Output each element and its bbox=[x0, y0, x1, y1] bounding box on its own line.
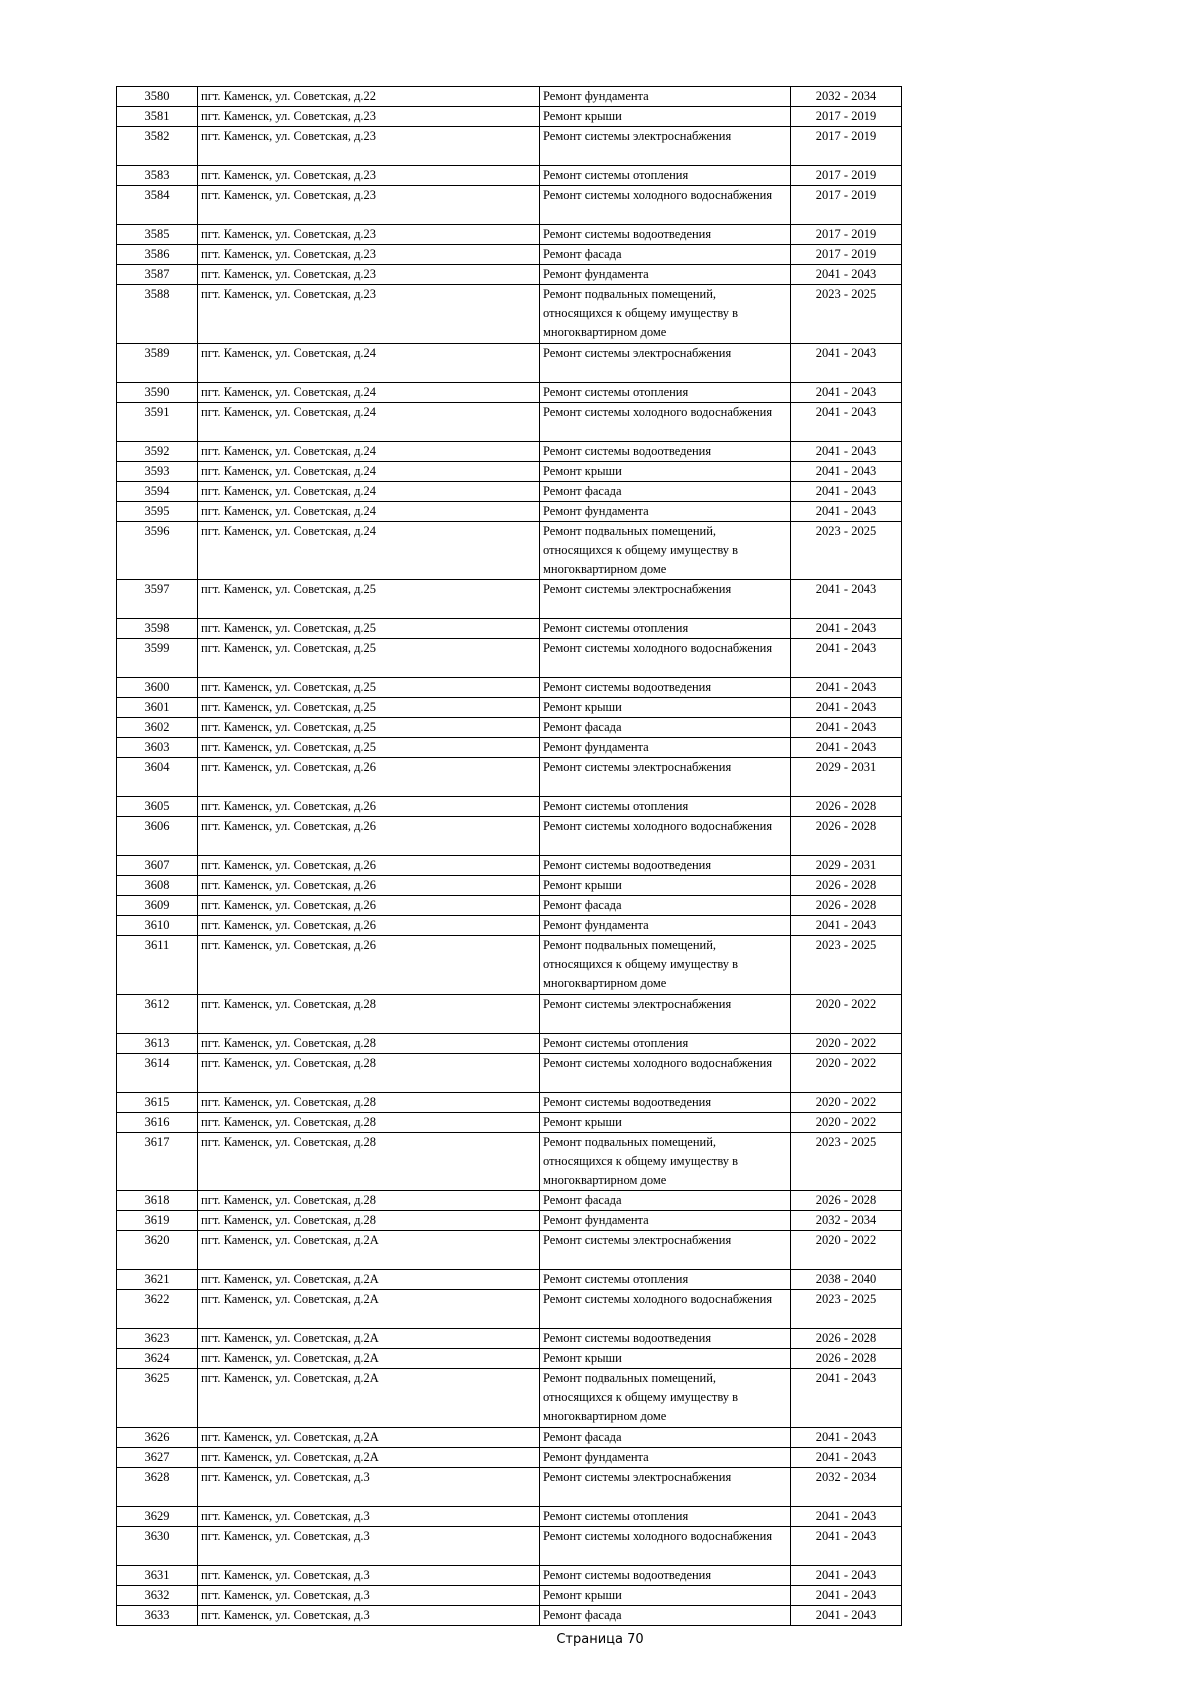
period-cell: 2041 - 2043 bbox=[791, 1427, 902, 1447]
address-cell: пгт. Каменск, ул. Советская, д.24 bbox=[198, 521, 540, 580]
address-cell: пгт. Каменск, ул. Советская, д.3 bbox=[198, 1506, 540, 1526]
work-type-cell: Ремонт фундамента bbox=[540, 1447, 791, 1467]
period-cell: 2017 - 2019 bbox=[791, 107, 902, 127]
table-row bbox=[117, 1349, 902, 1369]
table-row bbox=[117, 402, 902, 441]
work-type-cell: Ремонт системы водоотведения bbox=[540, 856, 791, 876]
table-row bbox=[117, 718, 902, 738]
period-cell: 2023 - 2025 bbox=[791, 285, 902, 344]
work-type-cell: Ремонт подвальных помещений, относящихся к общему имуществу в многоквартирном доме bbox=[540, 1369, 791, 1428]
period-cell: 2026 - 2028 bbox=[791, 1349, 902, 1369]
work-type-cell: Ремонт системы отопления bbox=[540, 619, 791, 639]
row-number-cell: 3613 bbox=[117, 1033, 198, 1053]
work-type-cell: Ремонт системы холодного водоснабжения bbox=[540, 402, 791, 441]
row-number-cell: 3625 bbox=[117, 1369, 198, 1428]
row-number-cell: 3588 bbox=[117, 285, 198, 344]
period-cell: 2017 - 2019 bbox=[791, 166, 902, 186]
work-type-cell: Ремонт системы электроснабжения bbox=[540, 1467, 791, 1506]
table-row bbox=[117, 619, 902, 639]
period-cell: 2041 - 2043 bbox=[791, 619, 902, 639]
row-number-cell: 3600 bbox=[117, 678, 198, 698]
row-number-cell: 3622 bbox=[117, 1290, 198, 1329]
row-number-cell: 3595 bbox=[117, 501, 198, 521]
row-number-cell: 3598 bbox=[117, 619, 198, 639]
period-cell: 2032 - 2034 bbox=[791, 1211, 902, 1231]
table-row bbox=[117, 1506, 902, 1526]
work-type-cell: Ремонт системы электроснабжения bbox=[540, 343, 791, 382]
table-row bbox=[117, 994, 902, 1033]
address-cell: пгт. Каменск, ул. Советская, д.26 bbox=[198, 817, 540, 856]
period-cell: 2020 - 2022 bbox=[791, 1053, 902, 1092]
work-type-cell: Ремонт системы холодного водоснабжения bbox=[540, 639, 791, 678]
table-row bbox=[117, 265, 902, 285]
table-row bbox=[117, 1605, 902, 1625]
address-cell: пгт. Каменск, ул. Советская, д.28 bbox=[198, 1191, 540, 1211]
period-cell: 2017 - 2019 bbox=[791, 245, 902, 265]
period-cell: 2041 - 2043 bbox=[791, 1585, 902, 1605]
work-type-cell: Ремонт фундамента bbox=[540, 501, 791, 521]
row-number-cell: 3627 bbox=[117, 1447, 198, 1467]
work-type-cell: Ремонт системы водоотведения bbox=[540, 441, 791, 461]
table-row bbox=[117, 1290, 902, 1329]
address-cell: пгт. Каменск, ул. Советская, д.25 bbox=[198, 580, 540, 619]
period-cell: 2041 - 2043 bbox=[791, 461, 902, 481]
row-number-cell: 3616 bbox=[117, 1112, 198, 1132]
period-cell: 2041 - 2043 bbox=[791, 481, 902, 501]
period-cell: 2023 - 2025 bbox=[791, 521, 902, 580]
work-type-cell: Ремонт фасада bbox=[540, 896, 791, 916]
table-row bbox=[117, 127, 902, 166]
table-row bbox=[117, 856, 902, 876]
table-row bbox=[117, 1447, 902, 1467]
address-cell: пгт. Каменск, ул. Советская, д.2А bbox=[198, 1447, 540, 1467]
period-cell: 2041 - 2043 bbox=[791, 580, 902, 619]
period-cell: 2026 - 2028 bbox=[791, 876, 902, 896]
address-cell: пгт. Каменск, ул. Советская, д.3 bbox=[198, 1565, 540, 1585]
table-row bbox=[117, 1211, 902, 1231]
address-cell: пгт. Каменск, ул. Советская, д.24 bbox=[198, 461, 540, 481]
row-number-cell: 3624 bbox=[117, 1349, 198, 1369]
row-number-cell: 3606 bbox=[117, 817, 198, 856]
address-cell: пгт. Каменск, ул. Советская, д.24 bbox=[198, 481, 540, 501]
row-number-cell: 3629 bbox=[117, 1506, 198, 1526]
period-cell: 2023 - 2025 bbox=[791, 1132, 902, 1191]
table-row bbox=[117, 896, 902, 916]
row-number-cell: 3621 bbox=[117, 1270, 198, 1290]
work-type-cell: Ремонт подвальных помещений, относящихся к общему имуществу в многоквартирном доме bbox=[540, 1132, 791, 1191]
work-type-cell: Ремонт крыши bbox=[540, 1349, 791, 1369]
address-cell: пгт. Каменск, ул. Советская, д.2А bbox=[198, 1329, 540, 1349]
work-type-cell: Ремонт крыши bbox=[540, 1585, 791, 1605]
period-cell: 2041 - 2043 bbox=[791, 402, 902, 441]
period-cell: 2026 - 2028 bbox=[791, 817, 902, 856]
period-cell: 2023 - 2025 bbox=[791, 936, 902, 995]
row-number-cell: 3605 bbox=[117, 797, 198, 817]
page-number: Страница 70 bbox=[556, 1632, 644, 1647]
work-type-cell: Ремонт подвальных помещений, относящихся к общему имуществу в многоквартирном доме bbox=[540, 936, 791, 995]
address-cell: пгт. Каменск, ул. Советская, д.28 bbox=[198, 994, 540, 1033]
work-type-cell: Ремонт подвальных помещений, относящихся к общему имуществу в многоквартирном доме bbox=[540, 521, 791, 580]
table-row bbox=[117, 441, 902, 461]
address-cell: пгт. Каменск, ул. Советская, д.24 bbox=[198, 382, 540, 402]
work-type-cell: Ремонт фундамента bbox=[540, 265, 791, 285]
work-type-cell: Ремонт системы холодного водоснабжения bbox=[540, 1526, 791, 1565]
row-number-cell: 3626 bbox=[117, 1427, 198, 1447]
period-cell: 2038 - 2040 bbox=[791, 1270, 902, 1290]
row-number-cell: 3580 bbox=[117, 87, 198, 107]
row-number-cell: 3619 bbox=[117, 1211, 198, 1231]
table-row bbox=[117, 817, 902, 856]
table-row bbox=[117, 639, 902, 678]
table-row bbox=[117, 501, 902, 521]
work-type-cell: Ремонт системы отопления bbox=[540, 1033, 791, 1053]
address-cell: пгт. Каменск, ул. Советская, д.25 bbox=[198, 718, 540, 738]
work-type-cell: Ремонт системы холодного водоснабжения bbox=[540, 186, 791, 225]
address-cell: пгт. Каменск, ул. Советская, д.2А bbox=[198, 1231, 540, 1270]
row-number-cell: 3589 bbox=[117, 343, 198, 382]
period-cell: 2017 - 2019 bbox=[791, 186, 902, 225]
address-cell: пгт. Каменск, ул. Советская, д.26 bbox=[198, 936, 540, 995]
row-number-cell: 3597 bbox=[117, 580, 198, 619]
work-type-cell: Ремонт крыши bbox=[540, 698, 791, 718]
table-row bbox=[117, 186, 902, 225]
row-number-cell: 3601 bbox=[117, 698, 198, 718]
address-cell: пгт. Каменск, ул. Советская, д.28 bbox=[198, 1092, 540, 1112]
work-type-cell: Ремонт системы электроснабжения bbox=[540, 758, 791, 797]
period-cell: 2020 - 2022 bbox=[791, 1033, 902, 1053]
work-type-cell: Ремонт фасада bbox=[540, 1427, 791, 1447]
row-number-cell: 3593 bbox=[117, 461, 198, 481]
table-row bbox=[117, 580, 902, 619]
work-type-cell: Ремонт системы электроснабжения bbox=[540, 1231, 791, 1270]
period-cell: 2020 - 2022 bbox=[791, 994, 902, 1033]
work-type-cell: Ремонт крыши bbox=[540, 1112, 791, 1132]
work-type-cell: Ремонт системы отопления bbox=[540, 1506, 791, 1526]
address-cell: пгт. Каменск, ул. Советская, д.28 bbox=[198, 1112, 540, 1132]
table-row bbox=[117, 876, 902, 896]
period-cell: 2041 - 2043 bbox=[791, 343, 902, 382]
period-cell: 2041 - 2043 bbox=[791, 1447, 902, 1467]
work-type-cell: Ремонт системы холодного водоснабжения bbox=[540, 817, 791, 856]
address-cell: пгт. Каменск, ул. Советская, д.24 bbox=[198, 501, 540, 521]
period-cell: 2026 - 2028 bbox=[791, 896, 902, 916]
row-number-cell: 3633 bbox=[117, 1605, 198, 1625]
work-type-cell: Ремонт системы отопления bbox=[540, 1270, 791, 1290]
table-row bbox=[117, 1092, 902, 1112]
period-cell: 2026 - 2028 bbox=[791, 797, 902, 817]
row-number-cell: 3596 bbox=[117, 521, 198, 580]
table-row bbox=[117, 521, 902, 580]
row-number-cell: 3607 bbox=[117, 856, 198, 876]
row-number-cell: 3609 bbox=[117, 896, 198, 916]
table-row bbox=[117, 461, 902, 481]
address-cell: пгт. Каменск, ул. Советская, д.25 bbox=[198, 619, 540, 639]
address-cell: пгт. Каменск, ул. Советская, д.23 bbox=[198, 245, 540, 265]
row-number-cell: 3611 bbox=[117, 936, 198, 995]
row-number-cell: 3610 bbox=[117, 916, 198, 936]
address-cell: пгт. Каменск, ул. Советская, д.25 bbox=[198, 639, 540, 678]
work-type-cell: Ремонт фасада bbox=[540, 718, 791, 738]
table-row bbox=[117, 343, 902, 382]
address-cell: пгт. Каменск, ул. Советская, д.28 bbox=[198, 1053, 540, 1092]
address-cell: пгт. Каменск, ул. Советская, д.26 bbox=[198, 856, 540, 876]
work-type-cell: Ремонт системы отопления bbox=[540, 382, 791, 402]
row-number-cell: 3623 bbox=[117, 1329, 198, 1349]
repair-schedule-body bbox=[117, 87, 902, 1626]
address-cell: пгт. Каменск, ул. Советская, д.26 bbox=[198, 916, 540, 936]
work-type-cell: Ремонт системы холодного водоснабжения bbox=[540, 1290, 791, 1329]
work-type-cell: Ремонт системы холодного водоснабжения bbox=[540, 1053, 791, 1092]
period-cell: 2017 - 2019 bbox=[791, 127, 902, 166]
row-number-cell: 3630 bbox=[117, 1526, 198, 1565]
period-cell: 2041 - 2043 bbox=[791, 441, 902, 461]
period-cell: 2023 - 2025 bbox=[791, 1290, 902, 1329]
period-cell: 2041 - 2043 bbox=[791, 718, 902, 738]
row-number-cell: 3586 bbox=[117, 245, 198, 265]
period-cell: 2029 - 2031 bbox=[791, 856, 902, 876]
period-cell: 2041 - 2043 bbox=[791, 678, 902, 698]
table-row bbox=[117, 916, 902, 936]
row-number-cell: 3604 bbox=[117, 758, 198, 797]
table-row bbox=[117, 166, 902, 186]
period-cell: 2041 - 2043 bbox=[791, 501, 902, 521]
table-row bbox=[117, 1191, 902, 1211]
row-number-cell: 3614 bbox=[117, 1053, 198, 1092]
work-type-cell: Ремонт фундамента bbox=[540, 738, 791, 758]
period-cell: 2041 - 2043 bbox=[791, 1506, 902, 1526]
period-cell: 2041 - 2043 bbox=[791, 1565, 902, 1585]
table-row bbox=[117, 758, 902, 797]
table-row bbox=[117, 1526, 902, 1565]
row-number-cell: 3591 bbox=[117, 402, 198, 441]
address-cell: пгт. Каменск, ул. Советская, д.3 bbox=[198, 1526, 540, 1565]
address-cell: пгт. Каменск, ул. Советская, д.26 bbox=[198, 797, 540, 817]
period-cell: 2041 - 2043 bbox=[791, 698, 902, 718]
work-type-cell: Ремонт системы водоотведения bbox=[540, 1565, 791, 1585]
address-cell: пгт. Каменск, ул. Советская, д.26 bbox=[198, 876, 540, 896]
address-cell: пгт. Каменск, ул. Советская, д.3 bbox=[198, 1585, 540, 1605]
address-cell: пгт. Каменск, ул. Советская, д.28 bbox=[198, 1033, 540, 1053]
address-cell: пгт. Каменск, ул. Советская, д.22 bbox=[198, 87, 540, 107]
address-cell: пгт. Каменск, ул. Советская, д.3 bbox=[198, 1605, 540, 1625]
row-number-cell: 3615 bbox=[117, 1092, 198, 1112]
table-row bbox=[117, 797, 902, 817]
row-number-cell: 3583 bbox=[117, 166, 198, 186]
period-cell: 2041 - 2043 bbox=[791, 639, 902, 678]
period-cell: 2041 - 2043 bbox=[791, 382, 902, 402]
table-row bbox=[117, 678, 902, 698]
table-row bbox=[117, 107, 902, 127]
row-number-cell: 3581 bbox=[117, 107, 198, 127]
address-cell: пгт. Каменск, ул. Советская, д.24 bbox=[198, 441, 540, 461]
row-number-cell: 3587 bbox=[117, 265, 198, 285]
work-type-cell: Ремонт фасада bbox=[540, 481, 791, 501]
work-type-cell: Ремонт системы водоотведения bbox=[540, 225, 791, 245]
address-cell: пгт. Каменск, ул. Советская, д.23 bbox=[198, 225, 540, 245]
work-type-cell: Ремонт фасада bbox=[540, 245, 791, 265]
row-number-cell: 3632 bbox=[117, 1585, 198, 1605]
address-cell: пгт. Каменск, ул. Советская, д.23 bbox=[198, 107, 540, 127]
period-cell: 2041 - 2043 bbox=[791, 1369, 902, 1428]
work-type-cell: Ремонт системы электроснабжения bbox=[540, 994, 791, 1033]
period-cell: 2041 - 2043 bbox=[791, 1526, 902, 1565]
address-cell: пгт. Каменск, ул. Советская, д.23 bbox=[198, 285, 540, 344]
work-type-cell: Ремонт фундамента bbox=[540, 1211, 791, 1231]
table-row bbox=[117, 1369, 902, 1428]
table-row bbox=[117, 285, 902, 344]
period-cell: 2032 - 2034 bbox=[791, 1467, 902, 1506]
work-type-cell: Ремонт системы электроснабжения bbox=[540, 127, 791, 166]
period-cell: 2041 - 2043 bbox=[791, 265, 902, 285]
period-cell: 2026 - 2028 bbox=[791, 1329, 902, 1349]
row-number-cell: 3612 bbox=[117, 994, 198, 1033]
row-number-cell: 3585 bbox=[117, 225, 198, 245]
period-cell: 2032 - 2034 bbox=[791, 87, 902, 107]
address-cell: пгт. Каменск, ул. Советская, д.26 bbox=[198, 896, 540, 916]
address-cell: пгт. Каменск, ул. Советская, д.28 bbox=[198, 1211, 540, 1231]
address-cell: пгт. Каменск, ул. Советская, д.2А bbox=[198, 1270, 540, 1290]
row-number-cell: 3603 bbox=[117, 738, 198, 758]
work-type-cell: Ремонт системы электроснабжения bbox=[540, 580, 791, 619]
row-number-cell: 3602 bbox=[117, 718, 198, 738]
period-cell: 2029 - 2031 bbox=[791, 758, 902, 797]
address-cell: пгт. Каменск, ул. Советская, д.23 bbox=[198, 265, 540, 285]
table-row bbox=[117, 698, 902, 718]
work-type-cell: Ремонт подвальных помещений, относящихся к общему имуществу в многоквартирном доме bbox=[540, 285, 791, 344]
work-type-cell: Ремонт фундамента bbox=[540, 87, 791, 107]
address-cell: пгт. Каменск, ул. Советская, д.23 bbox=[198, 166, 540, 186]
row-number-cell: 3628 bbox=[117, 1467, 198, 1506]
row-number-cell: 3582 bbox=[117, 127, 198, 166]
row-number-cell: 3620 bbox=[117, 1231, 198, 1270]
table-row bbox=[117, 382, 902, 402]
period-cell: 2041 - 2043 bbox=[791, 916, 902, 936]
address-cell: пгт. Каменск, ул. Советская, д.3 bbox=[198, 1467, 540, 1506]
period-cell: 2041 - 2043 bbox=[791, 1605, 902, 1625]
address-cell: пгт. Каменск, ул. Советская, д.25 bbox=[198, 678, 540, 698]
work-type-cell: Ремонт системы водоотведения bbox=[540, 678, 791, 698]
row-number-cell: 3631 bbox=[117, 1565, 198, 1585]
work-type-cell: Ремонт крыши bbox=[540, 107, 791, 127]
table-row bbox=[117, 1329, 902, 1349]
period-cell: 2020 - 2022 bbox=[791, 1112, 902, 1132]
address-cell: пгт. Каменск, ул. Советская, д.28 bbox=[198, 1132, 540, 1191]
work-type-cell: Ремонт системы отопления bbox=[540, 797, 791, 817]
period-cell: 2020 - 2022 bbox=[791, 1092, 902, 1112]
address-cell: пгт. Каменск, ул. Советская, д.25 bbox=[198, 738, 540, 758]
address-cell: пгт. Каменск, ул. Советская, д.24 bbox=[198, 343, 540, 382]
address-cell: пгт. Каменск, ул. Советская, д.23 bbox=[198, 186, 540, 225]
work-type-cell: Ремонт фасада bbox=[540, 1191, 791, 1211]
address-cell: пгт. Каменск, ул. Советская, д.2А bbox=[198, 1369, 540, 1428]
row-number-cell: 3599 bbox=[117, 639, 198, 678]
row-number-cell: 3617 bbox=[117, 1132, 198, 1191]
row-number-cell: 3608 bbox=[117, 876, 198, 896]
table-row bbox=[117, 245, 902, 265]
table-row bbox=[117, 481, 902, 501]
address-cell: пгт. Каменск, ул. Советская, д.26 bbox=[198, 758, 540, 797]
work-type-cell: Ремонт крыши bbox=[540, 461, 791, 481]
table-row bbox=[117, 1565, 902, 1585]
table-row bbox=[117, 1053, 902, 1092]
work-type-cell: Ремонт крыши bbox=[540, 876, 791, 896]
period-cell: 2017 - 2019 bbox=[791, 225, 902, 245]
row-number-cell: 3594 bbox=[117, 481, 198, 501]
address-cell: пгт. Каменск, ул. Советская, д.23 bbox=[198, 127, 540, 166]
repair-schedule-table bbox=[116, 86, 902, 1626]
period-cell: 2020 - 2022 bbox=[791, 1231, 902, 1270]
table-row bbox=[117, 225, 902, 245]
work-type-cell: Ремонт системы водоотведения bbox=[540, 1329, 791, 1349]
work-type-cell: Ремонт фасада bbox=[540, 1605, 791, 1625]
table-row bbox=[117, 1585, 902, 1605]
work-type-cell: Ремонт системы отопления bbox=[540, 166, 791, 186]
table-row bbox=[117, 936, 902, 995]
row-number-cell: 3618 bbox=[117, 1191, 198, 1211]
address-cell: пгт. Каменск, ул. Советская, д.2А bbox=[198, 1427, 540, 1447]
table-row bbox=[117, 1270, 902, 1290]
work-type-cell: Ремонт фундамента bbox=[540, 916, 791, 936]
period-cell: 2026 - 2028 bbox=[791, 1191, 902, 1211]
table-row bbox=[117, 1467, 902, 1506]
period-cell: 2041 - 2043 bbox=[791, 738, 902, 758]
table-row bbox=[117, 87, 902, 107]
table-row bbox=[117, 1231, 902, 1270]
row-number-cell: 3590 bbox=[117, 382, 198, 402]
address-cell: пгт. Каменск, ул. Советская, д.2А bbox=[198, 1349, 540, 1369]
table-row bbox=[117, 1132, 902, 1191]
row-number-cell: 3584 bbox=[117, 186, 198, 225]
address-cell: пгт. Каменск, ул. Советская, д.25 bbox=[198, 698, 540, 718]
table-row bbox=[117, 1427, 902, 1447]
table-row bbox=[117, 1112, 902, 1132]
table-row bbox=[117, 1033, 902, 1053]
table-row bbox=[117, 738, 902, 758]
work-type-cell: Ремонт системы водоотведения bbox=[540, 1092, 791, 1112]
address-cell: пгт. Каменск, ул. Советская, д.24 bbox=[198, 402, 540, 441]
address-cell: пгт. Каменск, ул. Советская, д.2А bbox=[198, 1290, 540, 1329]
row-number-cell: 3592 bbox=[117, 441, 198, 461]
